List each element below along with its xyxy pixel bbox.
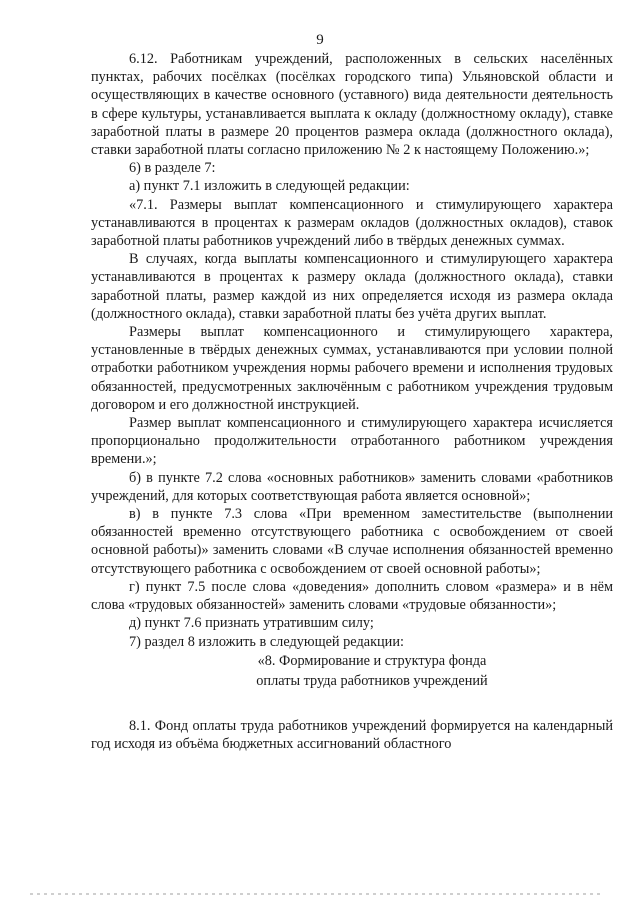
spacer: [91, 691, 613, 717]
paragraph-fixed-sums: Размеры выплат компенсационного и стимулирующего характера, установленные в твёрдых денежных суммах, устанавливаются при условии полной отработки работником учреждения нормы рабочего времени и исполнения трудовых обязанностей, предусмотренных заключённым с работником учреждения трудовым договором и его должностной инструкцией.: [91, 324, 613, 413]
paragraph-item-b: б) в пункте 7.2 слова «основных работников» заменить словами «работников учреждений, для которых соответствующая работа является основной»;: [91, 469, 613, 504]
paragraph-item-g: г) пункт 7.5 после слова «доведения» дополнить словом «размера» и в нём слова «трудовых обязанностей» заменить словами «трудовые обязанности»;: [91, 578, 613, 614]
paragraph-section-8: 7) раздел 8 изложить в следующей редакции:: [129, 633, 404, 650]
paragraph-item-d: д) пункт 7.6 признать утратившим силу;: [129, 615, 374, 632]
paragraph-proportional: Размер выплат компенсационного и стимулирующего характера исчисляется пропорционально продолжительности отработанного работником учреждения времени.»;: [91, 415, 613, 468]
paragraph-7-1: «7.1. Размеры выплат компенсационного и стимулирующего характера устанавливаются в процентах к размерам окладов (должностных окладов), ставок заработной платы работников учреждений либо в твёрдых денежных суммах.: [91, 196, 613, 250]
section-8-heading-line-2: оплаты труда работников учреждений: [256, 672, 488, 689]
paragraph-percent-cases: В случаях, когда выплаты компенсационного и стимулирующего характера устанавливаются в процентах к размеру оклада (должностного оклада), ставки заработной платы, размер каждой из них определяется исходя из размера оклада (должностного оклада), ставки заработной платы без учёта других выплат.: [91, 251, 613, 322]
paragraph-6-12: 6.12. Работникам учреждений, расположенных в сельских населённых пунктах, рабочих посёлках (посёлках городского типа) Ульяновской области и осуществляющих в качестве основного (уставного) вида деятельности деятельность в сфере культуры, устанавливается выплата к окладу (должностному окладу), ставке заработной платы в размере 20 процентов размера оклада (должностного оклада), ставки заработной платы согласно приложению № 2 к настоящему Положению.»;: [91, 51, 613, 159]
paragraph-8-1: 8.1. Фонд оплаты труда работников учреждений формируется на календарный год исходя из объёма бюджетных ассигнований областного: [91, 717, 613, 752]
paragraph-item-a: а) пункт 7.1 изложить в следующей редакции:: [129, 178, 410, 195]
document-body: [91, 50, 613, 753]
section-8-heading: [91, 651, 613, 691]
paragraph-section-7: 6) в разделе 7:: [129, 160, 216, 177]
section-8-heading-line-1: «8. Формирование и структура фонда: [257, 652, 487, 669]
paragraph-item-v: в) в пункте 7.3 слова «При временном заместительстве (выполнении обязанностей временно отсутствующего работника с освобождением от своей основной работы)» заменить словами «В случае исполнения обязанностей временно отсутствующего работника с освобождением от своей основной работы»;: [91, 506, 613, 577]
scan-edge-artifact: [30, 893, 600, 895]
page-number: 9: [316, 32, 324, 48]
